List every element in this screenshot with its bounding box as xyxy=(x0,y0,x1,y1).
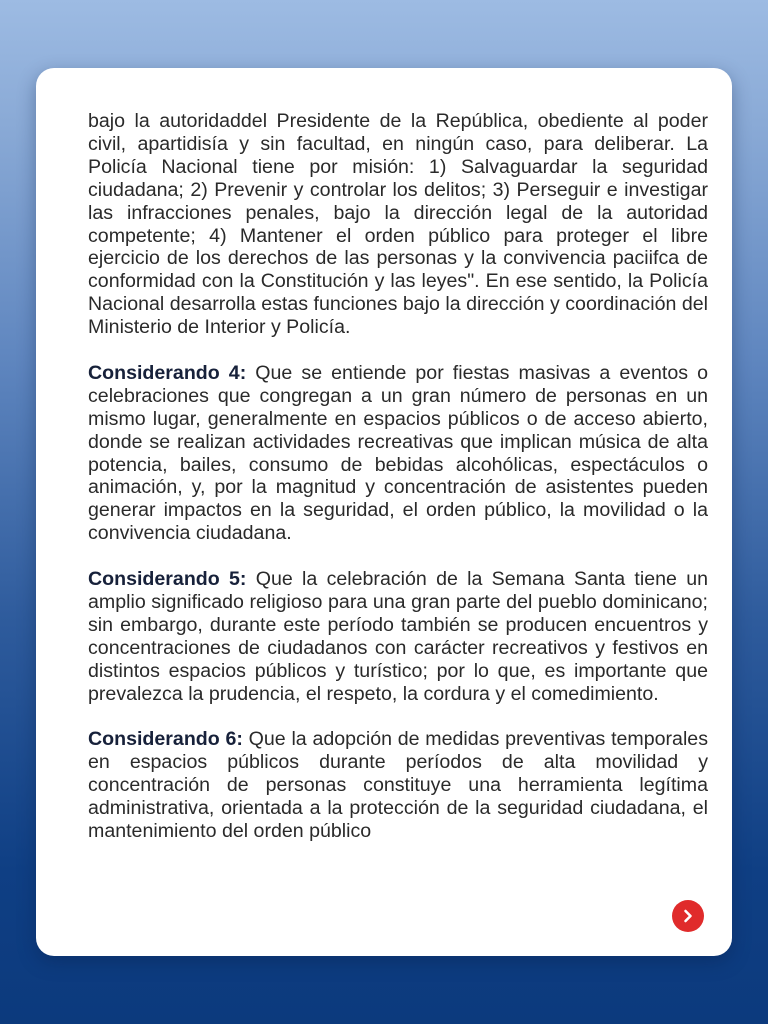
paragraph-intro xyxy=(88,110,708,339)
chevron-right-icon xyxy=(681,909,695,923)
paragraph-lead: Considerando 6: xyxy=(88,728,243,751)
paragraph-considerando-5 xyxy=(88,568,708,705)
paragraph-text: bajo la autoridaddel Presidente de la República, obediente al poder civil, apartidisía y sin facultad, en ningún caso, para deliberar. La Policía Nacional tiene por misión: 1) Salvaguardar la seguridad ciudadana; 2) Prevenir y controlar los delitos; 3) Perseguir e investigar las infracciones penales, bajo la dirección legal de la autoridad competente; 4) Mantener el orden público para proteger el libre ejercicio de los derechos de las personas y la convivencia paciifca de conformidad con la Constitución y las leyes". En ese sentido, la Policía Nacional desarrolla estas funciones bajo la dirección y coordinación del Ministerio de Interior y Policía. xyxy=(88,110,708,339)
next-page-button[interactable] xyxy=(672,900,704,932)
document-card xyxy=(36,68,732,956)
paragraph-considerando-4 xyxy=(88,362,708,545)
paragraph-lead: Considerando 4: xyxy=(88,361,247,384)
paragraph-text: Que se entiende por fiestas masivas a eventos o celebraciones que congregan a un gran número de personas en un mismo lugar, generalmente en espacios públicos o de acceso abierto, donde se realizan actividades recreativas que implican música de alta potencia, bailes, consumo de bebidas alcohólicas, espectáculos o animación, y, por la magnitud y concentración de asistentes pueden generar impactos en la seguridad, el orden público, la movilidad o la convivencia ciudadana. xyxy=(88,361,708,545)
paragraph-text: Que la adopción de medidas preventivas temporales en espacios públicos durante períodos de alta movilidad y concentración de personas constituye una herramienta legítima administrativa, orientada a la protección de la seguridad ciudadana, el mantenimiento del orden público xyxy=(88,728,708,843)
paragraph-considerando-6 xyxy=(88,728,708,843)
document-body xyxy=(88,110,708,843)
paragraph-lead: Considerando 5: xyxy=(88,568,247,591)
paragraph-text: Que la celebración de la Semana Santa tiene un amplio significado religioso para una gran parte del pueblo dominicano; sin embargo, durante este período también se producen encuentros y concentraciones de ciudadanos con carácter recreativos y festivos en distintos espacios públicos y turístico; por lo que, es importante que prevalezca la prudencia, el respeto, la cordura y el comedimiento. xyxy=(88,568,708,705)
